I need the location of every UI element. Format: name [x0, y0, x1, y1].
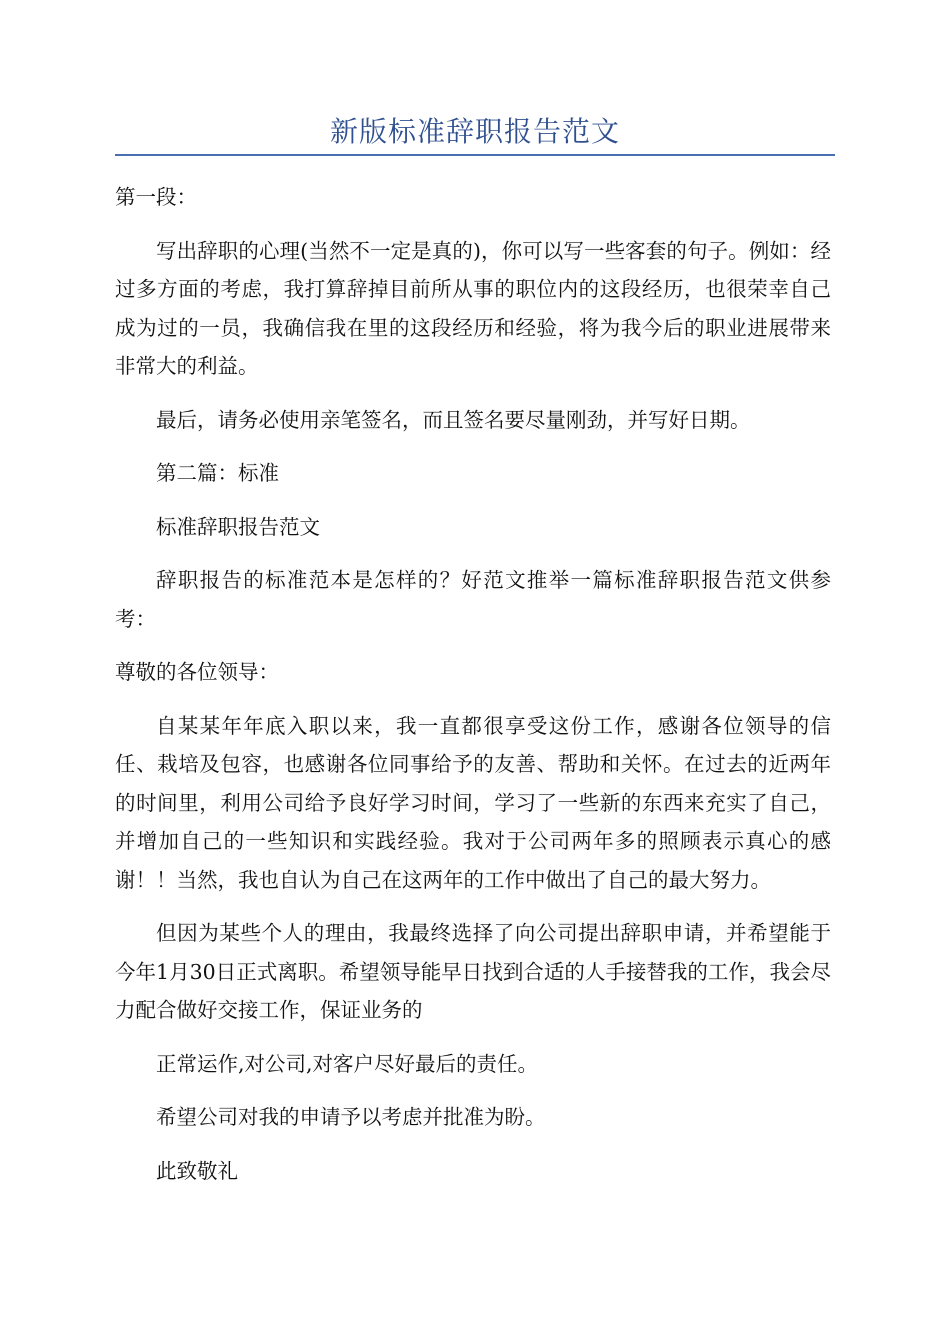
title-underline [115, 154, 835, 156]
document-body [115, 178, 831, 1190]
paragraph-resignation-request: 但因为某些个人的理由，我最终选择了向公司提出辞职申请，并希望能于今年1月30日正式离职。希望领导能早日找到合适的人手接替我的工作，我会尽力配合做好交接工作，保证业务的 [115, 921, 831, 1022]
paragraph-salutation: 尊敬的各位领导： [115, 660, 279, 684]
paragraph-closing: 此致敬礼 [156, 1158, 238, 1183]
paragraph-section-heading: 第一段： [115, 185, 197, 209]
paragraph-gratitude: 自某某年年底入职以来，我一直都很享受这份工作，感谢各位领导的信任、栽培及包容，也感谢各位同事给予的友善、帮助和关怀。在过去的近两年的时间里，利用公司给予良好学习时间，学习了一些新的东西来充实了自己，并增加自己的一些知识和实践经验。我对于公司两年多的照顾表示真心的感谢！！当然，我也自认为自己在这两年的工作中做出了自己的最大努力。 [115, 713, 831, 892]
paragraph-signature-note: 最后，请务必使用亲笔签名，而且签名要尽量刚劲，并写好日期。 [156, 407, 751, 432]
paragraph-sample-title: 标准辞职报告范文 [156, 514, 320, 539]
document-title: 新版标准辞职报告范文 [329, 115, 620, 148]
paragraph-second-part-heading: 第二篇：标准 [156, 461, 279, 485]
paragraph-sample-intro: 辞职报告的标准范本是怎样的？好范文推举一篇标准辞职报告范文供参考： [115, 568, 831, 631]
paragraph-responsibility: 正常运作,对公司,对客户尽好最后的责任。 [156, 1051, 539, 1076]
paragraph-approval-hope: 希望公司对我的申请予以考虑并批准为盼。 [156, 1105, 546, 1129]
paragraph-resignation-mindset: 写出辞职的心理(当然不一定是真的)，你可以写一些客套的句子。例如：经过多方面的考虑，我打算辞掉目前所从事的职位内的这段经历，也很荣幸自己成为过的一员，我确信我在里的这段经历和经验，将为我今后的职业进展带来非常大的利益。 [115, 238, 831, 378]
